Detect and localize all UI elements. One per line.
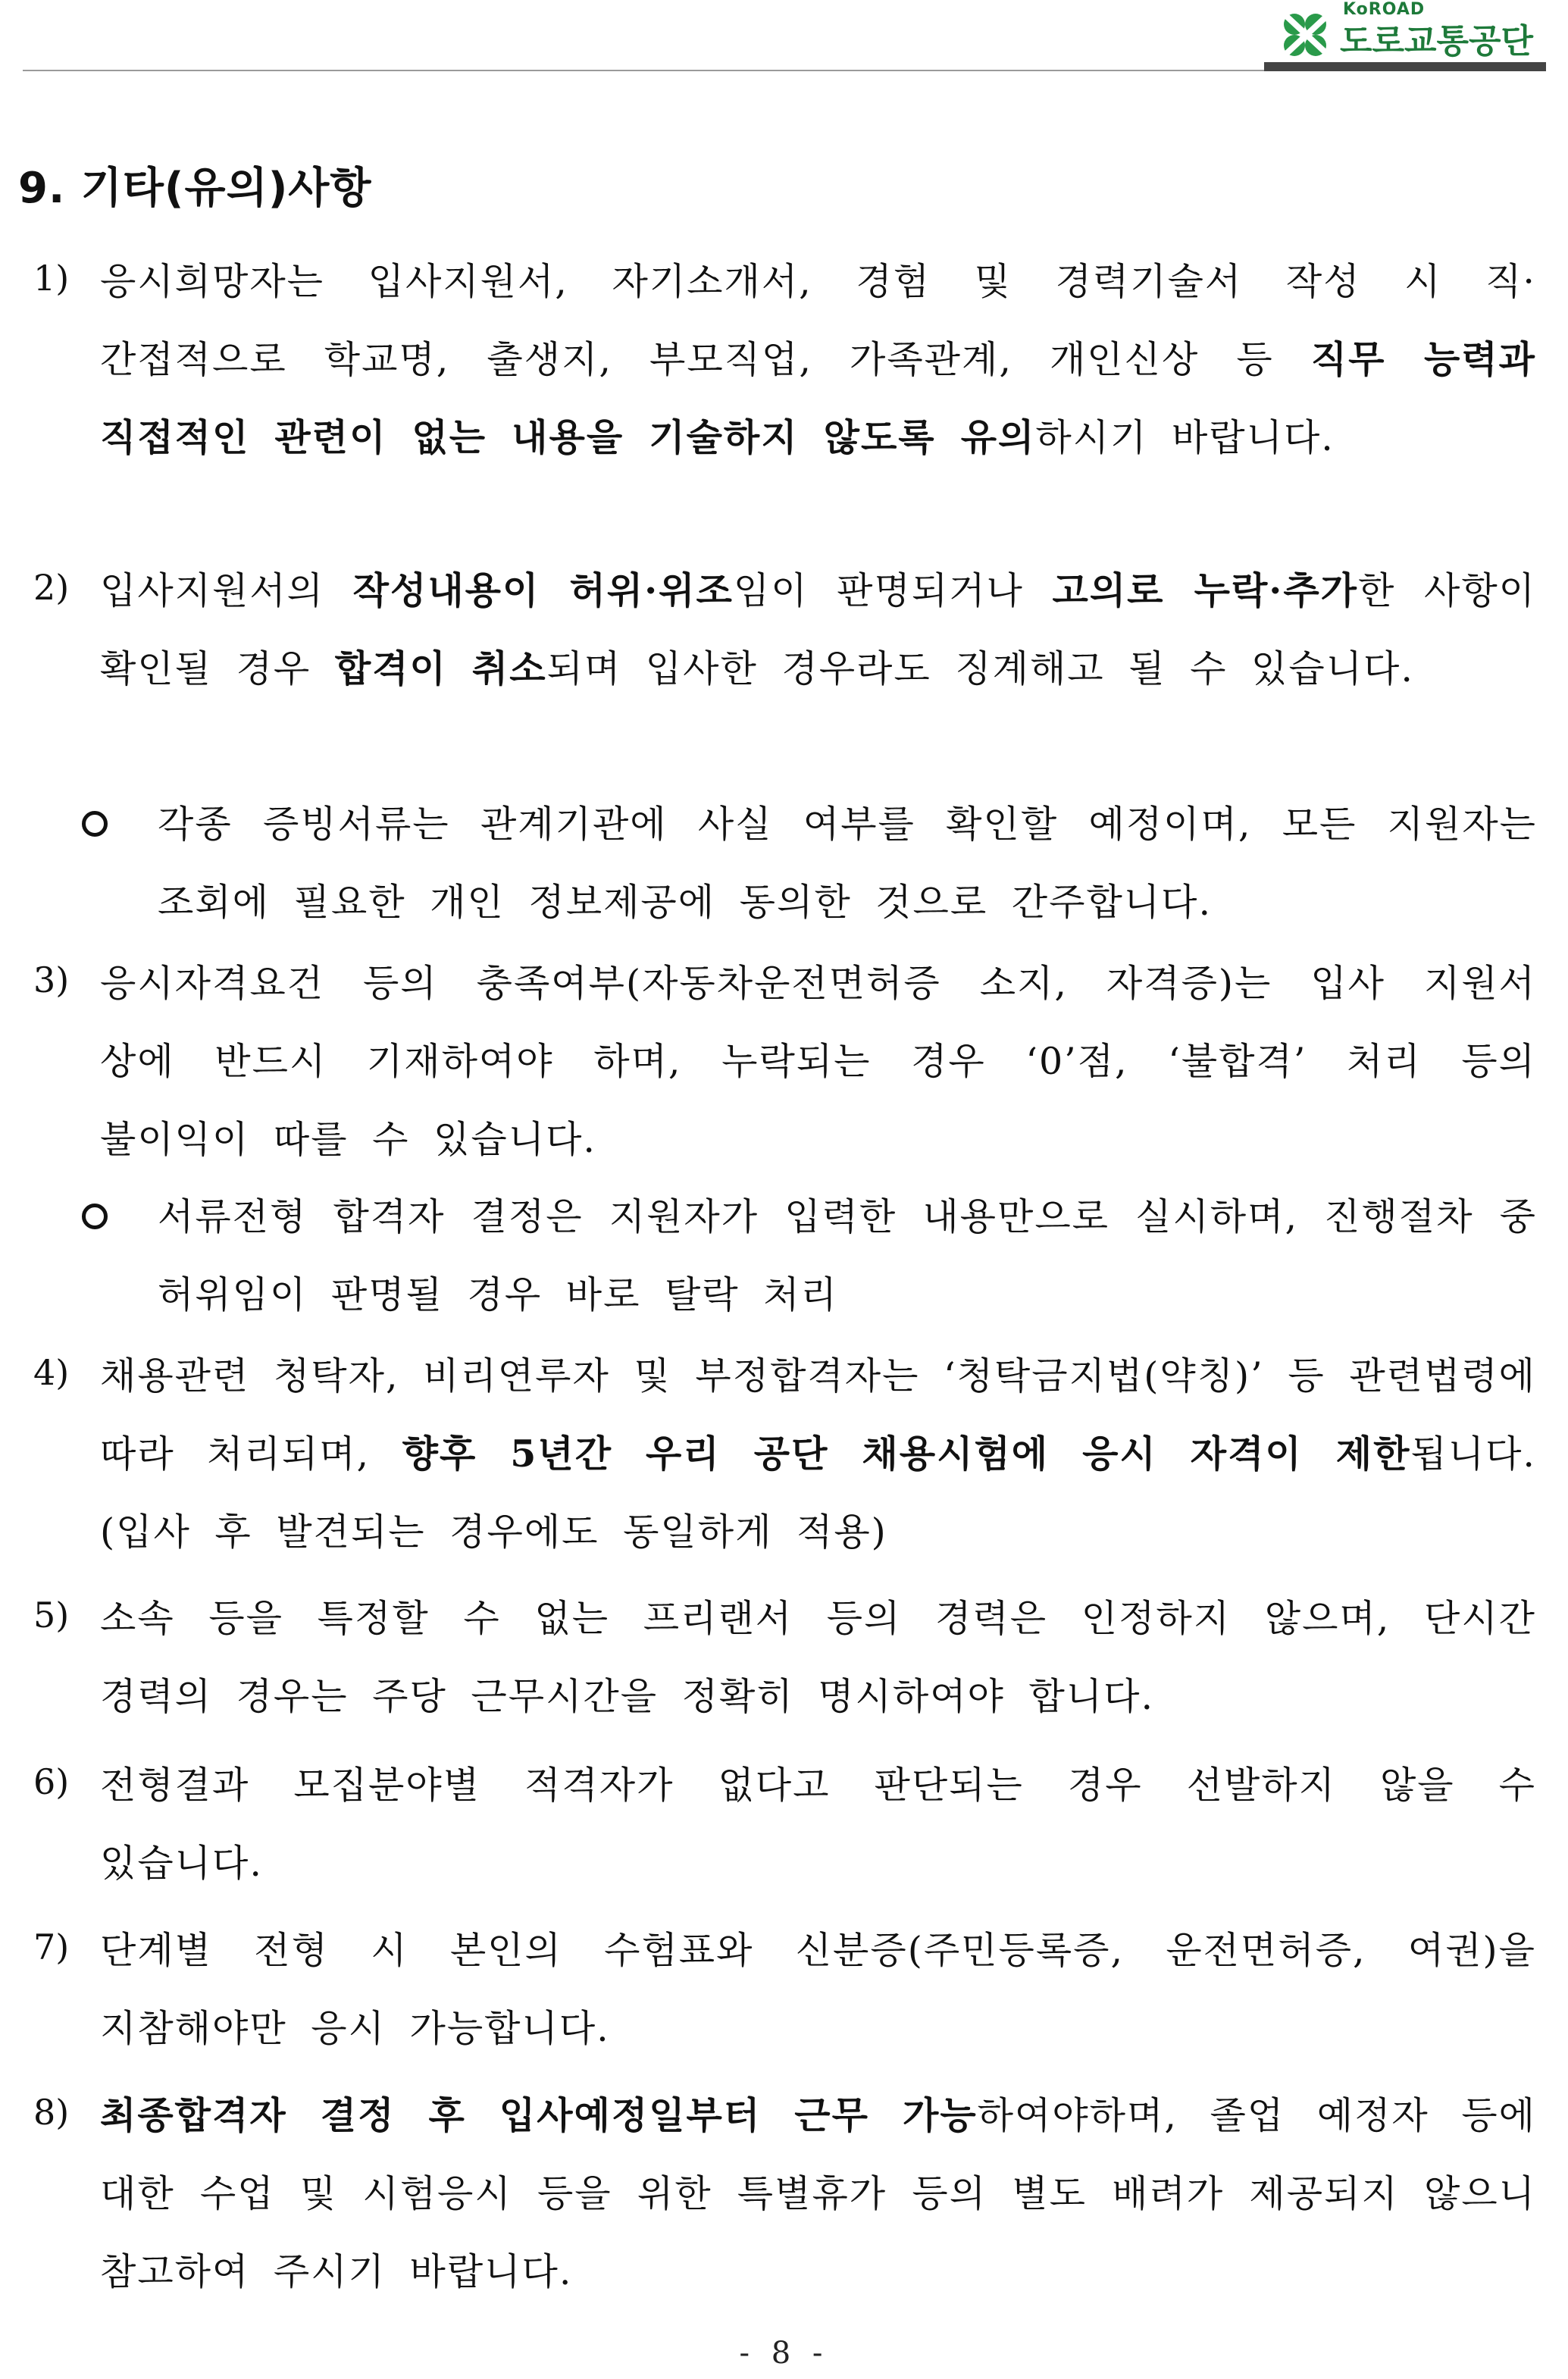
logo-main-text: 도로교통공단 [1340, 22, 1534, 61]
body-text: 하시기 바랍니다. [1035, 416, 1335, 459]
body-text: 채용관련 청탁자, 비리연루자 및 부정합격자는 ‘청탁금지법(약칭)’ 등 관련법령에 따라 처리되며, [100, 1354, 1536, 1476]
emphasis-text: 작성내용이 허위·위조 [352, 568, 734, 612]
item-number: 6) [33, 1761, 70, 1802]
body-text: 응시자격요건 등의 충족여부(자동차운전면허증 소지, 자격증)는 입사 지원서 상에 반드시 기재하여야 하며, 누락되는 경우 ‘0’점, ‘불합격’ 처리 등의 불이익이 따를 수 있습니다. [100, 962, 1536, 1161]
koroad-logo-icon [1278, 11, 1335, 59]
emphasis-text: 합격이 취소 [334, 646, 547, 690]
body-text: 한 사항이 확인될 경우 [100, 569, 1536, 690]
body-text: 되며 입사한 경우라도 징계해고 될 수 있습니다. [546, 647, 1414, 690]
emphasis-text: 향후 5년간 우리 공단 채용시험에 응시 자격이 제한 [402, 1432, 1411, 1476]
item-number: 2) [33, 567, 70, 608]
body-text: 됩니다.(입사 후 발견되는 경우에도 동일하게 적용) [100, 1432, 1536, 1554]
item-text [100, 1579, 1536, 1736]
logo-small-text: KoROAD [1343, 0, 1426, 19]
emphasis-text: 고의로 누락·추가 [1052, 568, 1359, 612]
emphasis-text: 최종합격자 결정 후 입사예정일부터 근무 가능 [100, 2093, 978, 2137]
body-text: 단계별 전형 시 본인의 수험표와 신분증(주민등록증, 운전면허증, 여권)을 지참해야만 응시 가능합니다. [100, 1929, 1536, 2050]
item-number: 5) [33, 1595, 70, 1636]
emphasis-text: 직무 능력과 직접적인 관련이 없는 내용을 기술하지 않도록 유의 [100, 337, 1536, 459]
circle-bullet-icon [82, 1204, 108, 1229]
item-text [100, 1337, 1536, 1571]
body-text: 입사지원서의 [100, 569, 353, 612]
item-number: 3) [33, 959, 70, 1000]
body-text: 응시희망자는 입사지원서, 자기소개서, 경험 및 경력기술서 작성 시 직·간접적으로 학교명, 출생지, 부모직업, 가족관계, 개인신상 등 [100, 260, 1536, 381]
page-number: - 8 - [739, 2336, 829, 2371]
section-title: 9. 기타(유의)사항 [18, 164, 372, 213]
item-text [100, 243, 1536, 477]
item-number: 4) [33, 1352, 70, 1393]
item-text [100, 2077, 1536, 2311]
item-text [100, 944, 1536, 1179]
header-accent-bar [1264, 62, 1546, 71]
body-text: 소속 등을 특정할 수 없는 프리랜서 등의 경력은 인정하지 않으며, 단시간 경력의 경우는 주당 근무시간을 정확히 명시하여야 합니다. [100, 1597, 1536, 1718]
body-text: 전형결과 모집분야별 적격자가 없다고 판단되는 경우 선발하지 않을 수 있습니다. [100, 1764, 1536, 1885]
item-text [100, 1746, 1536, 1902]
circle-bullet-icon [82, 811, 108, 837]
item-number: 8) [33, 2092, 70, 2133]
item-text [100, 1911, 1536, 2068]
body-text: 하여야하며, 졸업 예정자 등에 대한 수업 및 시험응시 등을 위한 특별휴가 등의 별도 배려가 제공되지 않으니 참고하여 주시기 바랍니다. [100, 2094, 1537, 2293]
item-number: 7) [33, 1927, 70, 1967]
sub-note-text: 서류전형 합격자 결정은 지원자가 입력한 내용만으로 실시하며, 진행절차 중 허위임이 판명될 경우 바로 탈락 처리 [158, 1195, 1537, 1316]
sub-note-text: 각종 증빙서류는 관계기관에 사실 여부를 확인할 예정이며, 모든 지원자는 조회에 필요한 개인 정보제공에 동의한 것으로 간주합니다. [158, 803, 1537, 924]
item-number: 1) [33, 258, 70, 299]
body-text: 임이 판명되거나 [733, 569, 1053, 612]
item-text [100, 552, 1536, 708]
